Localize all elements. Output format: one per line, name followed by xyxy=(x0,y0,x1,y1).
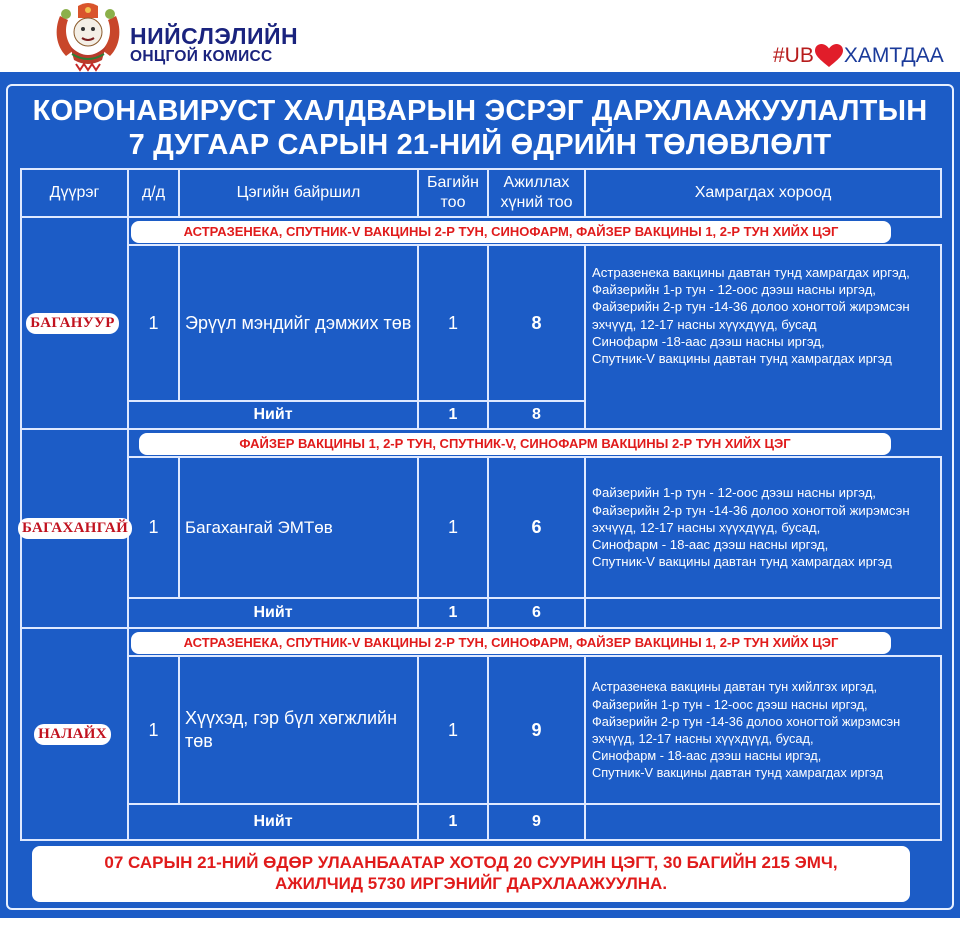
coverage-item: Файзерийн 2-р тун -14-36 долоо хоногтой жирэмсэн эхчүүд, 12-17 насны хүүхдүүд, бусад, xyxy=(592,713,901,746)
coverage-item: Астразенека вакцины давтан тунд хамрагдах иргэд, xyxy=(592,265,910,280)
total-row xyxy=(21,598,941,628)
coverage-item: Файзерийн 1-р тун - 12-оос дээш насны иргэд, xyxy=(592,485,876,501)
vaccine-band: ФАЙЗЕР ВАКЦИНЫ 1, 2-Р ТУН, СПУТНИК-V, СИНОФАРМ ВАКЦИНЫ 2-Р ТУН ХИЙХ ЦЭГ xyxy=(139,433,891,455)
vaccine-band-row xyxy=(21,217,941,245)
district-cell xyxy=(21,217,128,429)
coverage-list xyxy=(585,457,941,598)
coverage-item: Файзерийн 2-р тун -14-36 долоо хоногтой жирэмсэн эхчүүд, 12-17 насны хүүхдүүд, бусад xyxy=(592,299,910,332)
location: Эрүүл мэндийг дэмжих төв xyxy=(179,245,418,401)
title-line1: КОРОНАВИРУСТ ХАЛДВАРЫН ЭСРЭГ ДАРХЛААЖУУЛАЛТЫН xyxy=(32,95,928,127)
ulaanbaatar-coat-of-arms-icon xyxy=(52,2,124,72)
summary-banner xyxy=(32,846,910,902)
column-header-teams-line1: Багийн xyxy=(427,174,479,191)
location: Багахангай ЭМТөв xyxy=(179,457,418,598)
total-label: Нийт xyxy=(128,598,418,628)
column-header-district: Дүүрэг xyxy=(21,169,128,217)
hashtag xyxy=(773,44,944,68)
column-header-staff-line2: хүний тоо xyxy=(500,194,573,211)
hashtag-suffix: ХАМТДАА xyxy=(843,44,944,67)
coverage-item: Файзерийн 1-р тун - 12-оос дээш насны иргэд, xyxy=(592,696,868,712)
column-header-teams-line2: тоо xyxy=(440,194,466,211)
vaccine-band: АСТРАЗЕНЕКА, СПУТНИК-V ВАКЦИНЫ 2-Р ТУН, СИНОФАРМ, ФАЙЗЕР ВАКЦИНЫ 1, 2-Р ТУН ХИЙХ ЦЭГ xyxy=(131,632,891,654)
table-header-row xyxy=(21,169,941,217)
team-count: 1 xyxy=(418,245,488,401)
column-header-coverage: Хамрагдах хороод xyxy=(585,169,941,217)
district-cell xyxy=(21,628,128,840)
team-count: 1 xyxy=(418,457,488,598)
total-row xyxy=(21,804,941,840)
coverage-item: Файзерийн 1-р тун - 12-оос дээш насны иргэд, xyxy=(592,282,876,298)
table-row xyxy=(21,457,941,598)
coverage-list xyxy=(585,245,941,429)
column-header-index: д/д xyxy=(128,169,179,217)
total-staff: 6 xyxy=(488,598,585,628)
heart-icon xyxy=(815,44,843,68)
table-row xyxy=(21,245,941,401)
coverage-item: Спутник-V вакцины давтан тунд хамрагдах иргэд xyxy=(592,351,892,367)
row-index: 1 xyxy=(128,457,179,598)
summary-line2: АЖИЛЧИД 5730 ИРГЭНИЙГ ДАРХЛААЖУУЛНА. xyxy=(274,874,668,893)
coverage-item: Синофарм -18-аас дээш насны иргэд, xyxy=(592,333,825,349)
hashtag-prefix: #UB xyxy=(773,44,814,67)
coverage-item: Синофарм - 18-аас дээш насны иргэд, xyxy=(592,748,822,764)
organization-name xyxy=(130,24,298,66)
row-index: 1 xyxy=(128,245,179,401)
row-index: 1 xyxy=(128,656,179,804)
coverage-item: Спутник-V вакцины давтан тунд хамрагдах иргэд xyxy=(592,765,883,781)
vaccine-band-row xyxy=(21,628,941,656)
total-staff: 8 xyxy=(488,401,585,429)
total-teams: 1 xyxy=(418,401,488,429)
page-title xyxy=(0,94,960,162)
vaccine-band-row xyxy=(21,429,941,457)
column-header-location: Цэгийн байршил xyxy=(179,169,418,217)
location: Хүүхэд, гэр бүл хөгжлийн төв xyxy=(179,656,418,804)
total-label: Нийт xyxy=(128,401,418,429)
staff-count: 9 xyxy=(488,656,585,804)
coverage-item: Астразенека вакцины давтан тун хийлгэх иргэд, xyxy=(592,679,878,695)
team-count: 1 xyxy=(418,656,488,804)
title-line2: 7 ДУГААР САРЫН 21-НИЙ ӨДРИЙН ТӨЛӨВЛӨЛТ xyxy=(128,129,832,161)
staff-count: 6 xyxy=(488,457,585,598)
district-badge: БАГАНУУР xyxy=(26,313,119,334)
vaccine-band: АСТРАЗЕНЕКА, СПУТНИК-V ВАКЦИНЫ 2-Р ТУН, СИНОФАРМ, ФАЙЗЕР ВАКЦИНЫ 1, 2-Р ТУН ХИЙХ ЦЭГ xyxy=(131,221,891,243)
page-header xyxy=(0,0,960,72)
plan-panel xyxy=(0,72,960,918)
total-teams: 1 xyxy=(418,598,488,628)
org-name-line1: НИЙСЛЭЛИЙН xyxy=(130,23,299,49)
total-staff: 9 xyxy=(488,804,585,840)
district-badge: НАЛАЙХ xyxy=(34,724,111,745)
coverage-item: Синофарм - 18-аас дээш насны иргэд, xyxy=(592,537,829,553)
coverage-list xyxy=(585,656,941,804)
column-header-teams xyxy=(418,169,488,217)
column-header-staff-line1: Ажиллах xyxy=(503,174,570,191)
coverage-item: Спутник-V вакцины давтан тунд хамрагдах иргэд xyxy=(592,554,892,570)
column-header-staff xyxy=(488,169,585,217)
table-row xyxy=(21,656,941,804)
org-name-line2: ОНЦГОЙ КОМИСС xyxy=(130,48,273,65)
district-cell xyxy=(21,429,128,628)
total-teams: 1 xyxy=(418,804,488,840)
district-badge: БАГАХАНГАЙ xyxy=(18,518,132,539)
vaccination-plan-table xyxy=(20,168,942,841)
total-label: Нийт xyxy=(128,804,418,840)
coverage-item: Файзерийн 2-р тун -14-36 долоо хоногтой жирэмсэн эхчүүд, 12-17 насны хүүхдүүд, бусад, xyxy=(592,502,910,535)
staff-count: 8 xyxy=(488,245,585,401)
summary-line1: 07 САРЫН 21-НИЙ ӨДӨР УЛААНБААТАР ХОТОД 20 СУУРИН ЦЭГТ, 30 БАГИЙН 215 ЭМЧ, xyxy=(104,853,838,872)
